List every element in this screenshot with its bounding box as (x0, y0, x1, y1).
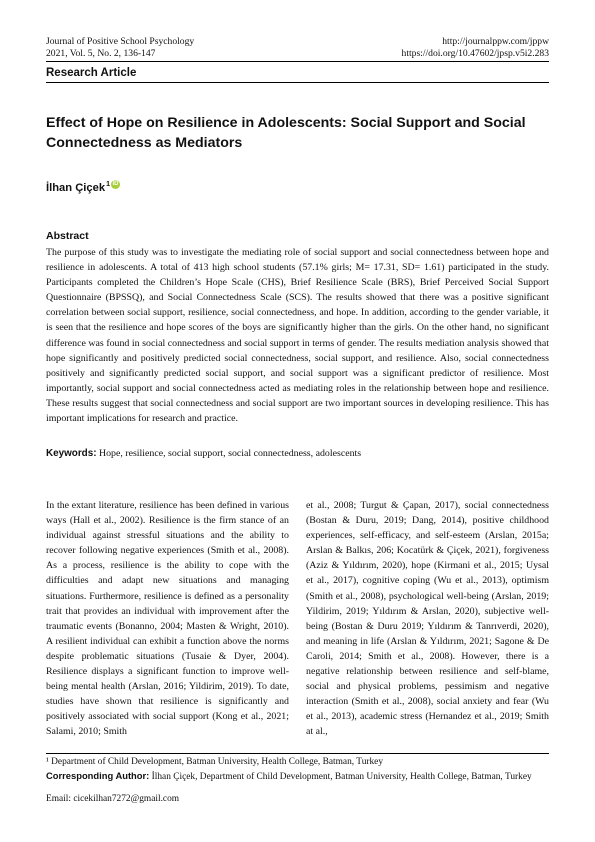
doi-link[interactable]: https://doi.org/10.47602/jpsp.v5i2.283 (401, 47, 549, 59)
keywords-line (46, 448, 549, 459)
journal-url-link[interactable]: http://journalppw.com/jppw (442, 36, 549, 47)
footnote-rule (46, 753, 549, 754)
paper-title: Effect of Hope on Resilience in Adolescents: Social Support and Social Connectedness as Mediators (46, 115, 526, 151)
corresponding-author-footnote (46, 770, 549, 783)
keywords-text: Hope, resilience, social support, social connectedness, adolescents (96, 448, 362, 459)
running-header-right (289, 36, 549, 59)
body-column-right: et al., 2008; Turgut & Çapan, 2017), social connectedness (Bostan & Duru, 2019; Dang, 2014), positive childhood experiences, self-efficacy, and self-esteem (Arslan, 2015a; Arslan & Balkıs, 206; Kocatürk & Çiçek, 2021), forgiveness (Aziz & Yıldırım, 2020), hope (Kirmani et al., 2015; Uysal et al., 2017), cognitive coping (Wu et al., 2013), optimism (Smith et al., 2008), psychological well-being (Arslan, 2019; Yildirim, 2019; Yıldırım & Arslan, 2020), subjective well-being (Bostan & Duru 2019; Yıldırım & Tanrıverdi, 2020), and meaning in life (Arslan & Yıldırım, 2021; Sagone & De Caroli, 2014; Smith et al., 2008). However, there is a negative relationship between resilience and self-blame, social and physical problems, pessimism and negative interaction (Smith et al., 2008), social anxiety and fear (Wu et al., 2013), academic stress (Hernandez et al., 2019; Smith at al., (306, 500, 549, 738)
volume-info: 2021, Vol. 5, No. 2, 136-147 (46, 47, 156, 59)
section-label: Research Article (46, 67, 137, 79)
orcid-icon[interactable]: iD (112, 180, 119, 187)
abstract-heading: Abstract (46, 230, 89, 242)
corresponding-label: Corresponding Author: (46, 770, 150, 781)
affiliation-mark: 1 (106, 180, 110, 188)
author-name: İlhan Çiçek (46, 182, 106, 194)
email-footnote[interactable]: Email: cicekilhan7272@gmail.com (46, 794, 180, 804)
corresponding-text: İlhan Çiçek, Department of Child Development, Batman University, Health College, Batman, Turkey (149, 772, 532, 782)
running-header-left (46, 36, 306, 59)
abstract-text: The purpose of this study was to investigate the mediating role of social support and social connectedness between hope and resilience in adolescents. A total of 413 high school students (57.1% girls; M= 17.31, SD= 1.61) participated in the study. Participants completed the Children’s Hope Scale (CHS), Brief Resilience Scale (BRS), Brief Perceived Social Support Questionnaire (BPSSQ), and Social Connectedness Scale (SCS). The results showed that there was a positive significant correlation between social support, resilience, social connectedness, and hope. In addition, according to the gender variable, it is seen that the resilience and hope scores of the boys are significantly higher than the girls. On the other hand, no significant difference was found in social connectedness and social support in terms of gender. The results mediation analysis showed that hope significantly and positively predicted social connectedness, social support, and resilience. Also, social connectedness positively and significantly predicted social support, and social support was a significant predictor of resilience. Most importantly, social support and social connectedness acted as mediating roles in the relationship between hope and resilience. These results suggest that social connectedness and social support are two important sources in developing resilience. This has important implications for research and practice. (46, 247, 549, 425)
header-rule (46, 61, 549, 62)
journal-name: Journal of Positive School Psychology (46, 36, 195, 47)
keywords-label: Keywords: (46, 448, 97, 459)
affiliation-footnote: ¹ Department of Child Development, Batman University, Health College, Batman, Turkey (46, 757, 384, 767)
section-rule (46, 82, 549, 83)
author-line (46, 182, 120, 194)
body-column-left: In the extant literature, resilience has been defined in various ways (Hall et al., 2002). Resilience is the firm stance of an individual against stressful situations and the ability to recover following negative experiences (Smith et al., 2008). As a process, resilience is the ability to cope with the difficulties and adapt new situations and managing situations. Furthermore, resilience is defined as a personality trait that provides an individual with improvement after the traumatic events (Bonanno, 2004; Masten & Wright, 2010). A resilient individual can exhibit a function above the norms despite problematic situations (Tusaie & Dyer, 2004). Resilience displays a significant function to improve well-being mental health (Arslan, 2016; Yildirim, 2019). To date, studies have shown that resilience is significantly and positively associated with social support (Kong et al., 2021; Salami, 2010; Smith (46, 500, 289, 738)
